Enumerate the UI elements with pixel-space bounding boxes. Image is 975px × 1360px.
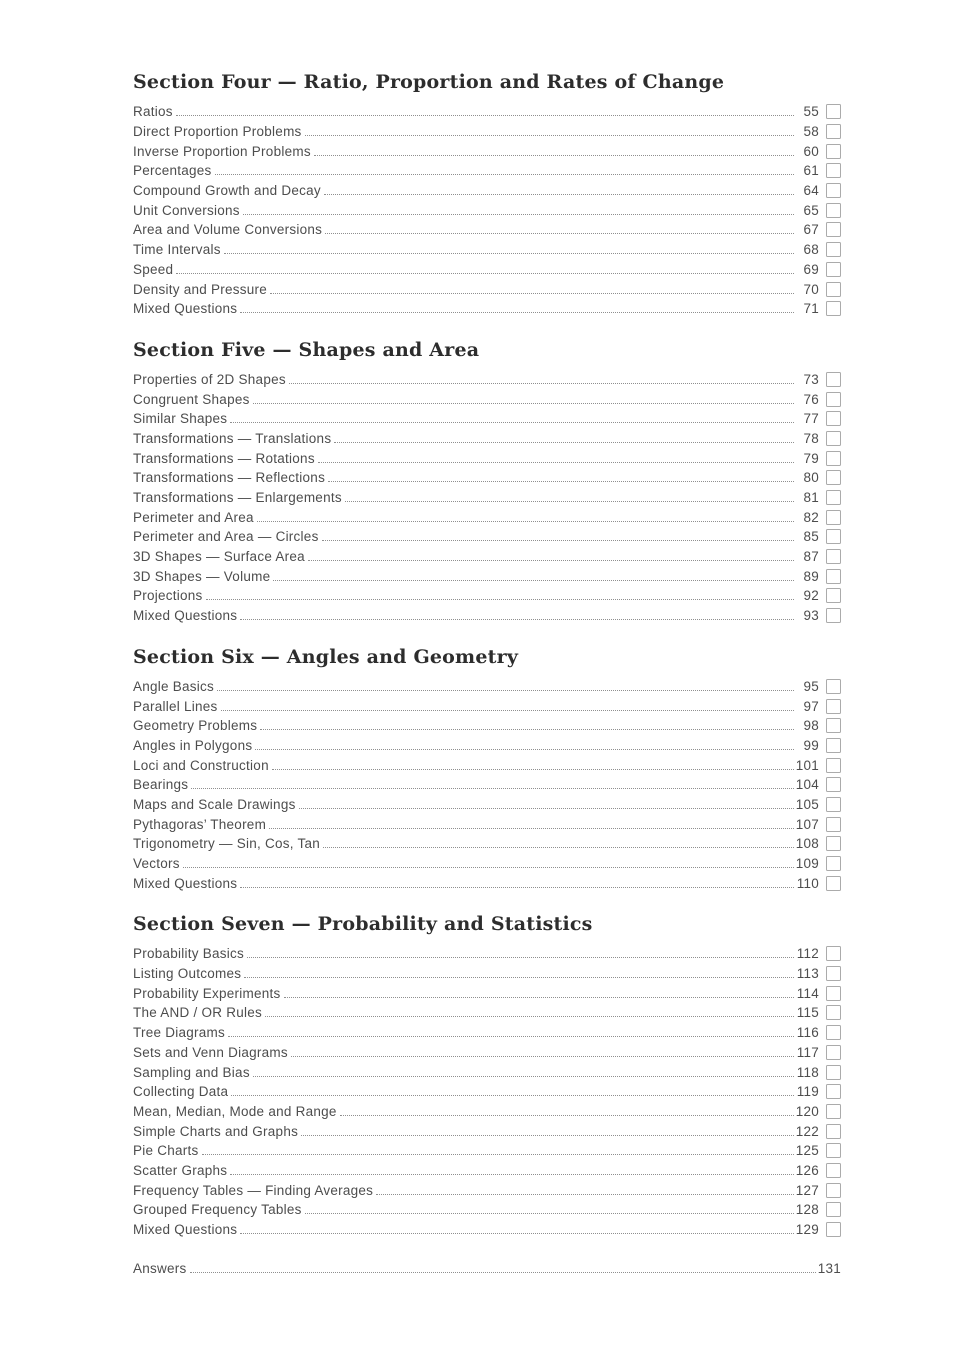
toc-entry-row [133,755,841,775]
answers-label: Answers [133,1260,187,1276]
toc-entry-label: 3D Shapes — Volume [133,568,271,584]
tick-checkbox [826,451,841,466]
toc-entry-label: Sampling and Bias [133,1064,250,1080]
toc-entry-page-number: 73 [803,371,819,387]
toc-entry-row [133,429,841,449]
toc-entry-label: Simple Charts and Graphs [133,1123,299,1139]
toc-entry-page-number: 70 [803,281,819,297]
toc-entry-label: Unit Conversions [133,202,240,218]
toc-entry-label: Transformations — Enlargements [133,490,342,506]
toc-entry-label: Angle Basics [133,678,215,694]
toc-entry-row [133,983,841,1003]
tick-checkbox [826,777,841,792]
dotted-leader [273,580,794,581]
toc-entry-page-number: 101 [795,757,819,773]
toc-entry-row [133,873,841,893]
toc-entry-page-number: 95 [803,678,819,694]
toc-entry-label: Mixed Questions [133,875,238,891]
toc-sections [133,70,841,1239]
dotted-leader [206,599,794,600]
toc-entry-row [133,161,841,181]
toc-entry-page-number: 110 [796,875,819,891]
tick-checkbox [826,104,841,119]
toc-entry-page-number: 126 [795,1162,819,1178]
toc-entry-page-number: 125 [795,1143,819,1159]
toc-entry-page-number: 64 [803,183,819,199]
toc-entry-page-number: 108 [795,836,819,852]
tick-checkbox [826,608,841,623]
toc-entry-row [133,834,841,854]
dotted-leader [323,847,794,848]
toc-entry-row [133,279,841,299]
toc-entry-page-number: 127 [795,1182,819,1198]
tick-checkbox [826,1124,841,1139]
toc-entry-label: Collecting Data [133,1084,229,1100]
dotted-leader [345,501,794,502]
toc-entry-label: Congruent Shapes [133,391,250,407]
toc-entry-page-number: 114 [796,985,819,1001]
dotted-leader [265,1016,794,1017]
dotted-leader [270,293,794,294]
toc-entry-row [133,1043,841,1063]
toc-entry-label: 3D Shapes — Surface Area [133,549,305,565]
dotted-leader [289,383,794,384]
toc-entry-row [133,696,841,716]
toc-entry-page-number: 82 [803,509,819,525]
toc-entry-page-number: 122 [795,1123,819,1139]
toc-entry-row [133,299,841,319]
dotted-leader [324,194,794,195]
toc-entry-label: Probability Experiments [133,985,281,1001]
answers-row [133,1258,841,1278]
toc-entry-label: Listing Outcomes [133,966,242,982]
toc-entry-label: Geometry Problems [133,718,258,734]
tick-checkbox [826,986,841,1001]
tick-checkbox [826,1202,841,1217]
dotted-leader [253,1076,794,1077]
answers-page-number: 131 [817,1260,841,1276]
tick-checkbox [826,1143,841,1158]
toc-entry-page-number: 118 [796,1064,819,1080]
dotted-leader [314,155,794,156]
toc-entry-row [133,566,841,586]
tick-checkbox [826,1222,841,1237]
tick-checkbox [826,163,841,178]
tick-checkbox [826,758,841,773]
tick-checkbox [826,372,841,387]
dotted-leader [191,788,794,789]
toc-entry-page-number: 80 [803,470,819,486]
dotted-leader [322,540,794,541]
toc-entry-row [133,1121,841,1141]
toc-entry-label: Pie Charts [133,1143,199,1159]
tick-checkbox [826,549,841,564]
dotted-leader [253,403,794,404]
dotted-leader [272,769,794,770]
tick-checkbox [826,876,841,891]
toc-entry-page-number: 128 [795,1202,819,1218]
dotted-leader [176,115,794,116]
toc-entry-label: Probability Basics [133,946,245,962]
toc-entry-row [133,795,841,815]
tick-checkbox [826,203,841,218]
toc-entry-row [133,964,841,984]
tick-checkbox [826,392,841,407]
dotted-leader [269,828,794,829]
toc-entry-page-number: 120 [795,1103,819,1119]
toc-entry-label: Perimeter and Area [133,509,254,525]
dotted-leader [231,1095,794,1096]
tick-checkbox [826,718,841,733]
dotted-leader [243,214,794,215]
tick-checkbox [826,856,841,871]
tick-checkbox [826,569,841,584]
toc-entry-page-number: 105 [795,796,819,812]
toc-entry-page-number: 81 [803,490,819,506]
toc-entry-row [133,1062,841,1082]
tick-checkbox [826,529,841,544]
toc-entry-page-number: 109 [795,856,819,872]
dotted-leader [340,1115,794,1116]
tick-checkbox [826,282,841,297]
toc-entry-row [133,389,841,409]
toc-entry-page-number: 76 [803,391,819,407]
tick-checkbox [826,797,841,812]
tick-checkbox [826,411,841,426]
toc-entry-label: Ratios [133,104,173,120]
toc-entry-page-number: 55 [803,104,819,120]
dotted-leader [183,867,794,868]
toc-entry-label: Scatter Graphs [133,1162,228,1178]
tick-checkbox [826,679,841,694]
toc-section [133,645,841,894]
tick-checkbox [826,699,841,714]
dotted-leader [217,690,794,691]
dotted-leader [240,887,794,888]
toc-entry-page-number: 107 [795,816,819,832]
toc-entry-row [133,1023,841,1043]
tick-checkbox [826,262,841,277]
tick-checkbox [826,1084,841,1099]
section-title: Section Four — Ratio, Proportion and Rates of Change [133,71,725,93]
toc-entry-page-number: 104 [795,777,819,793]
tick-checkbox [826,144,841,159]
toc-entry-label: Mixed Questions [133,1222,238,1238]
toc-entry-page-number: 92 [803,588,819,604]
tick-checkbox [826,510,841,525]
tick-checkbox [826,124,841,139]
toc-entry-label: Maps and Scale Drawings [133,796,296,812]
toc-entry-page-number: 61 [803,163,819,179]
dotted-leader [260,729,794,730]
toc-entry-row [133,944,841,964]
toc-entry-label: Projections [133,588,203,604]
dotted-leader [284,997,794,998]
toc-entry-row [133,1141,841,1161]
tick-checkbox [826,242,841,257]
toc-entry-row [133,220,841,240]
toc-entry-label: Compound Growth and Decay [133,183,321,199]
tick-checkbox [826,490,841,505]
toc-entry-label: Pythagoras’ Theorem [133,816,267,832]
tick-checkbox [826,588,841,603]
toc-entry-row [133,1200,841,1220]
dotted-leader [224,253,794,254]
toc-entry-row [133,775,841,795]
tick-checkbox [826,738,841,753]
dotted-leader [325,233,794,234]
tick-checkbox [826,1104,841,1119]
toc-entry-label: Mixed Questions [133,301,238,317]
toc-entry-label: Trigonometry — Sin, Cos, Tan [133,836,321,852]
toc-entry-label: Frequency Tables — Finding Averages [133,1182,374,1198]
toc-entry-row [133,854,841,874]
tick-checkbox [826,817,841,832]
toc-entry-page-number: 113 [796,966,819,982]
tick-checkbox [826,431,841,446]
dotted-leader [334,442,794,443]
toc-entry-page-number: 115 [796,1005,819,1021]
toc-entry-label: Mixed Questions [133,608,238,624]
toc-entry-page-number: 119 [796,1084,819,1100]
toc-entry-row [133,1003,841,1023]
dotted-leader [328,481,794,482]
tick-checkbox [826,183,841,198]
toc-entry-row [133,586,841,606]
toc-entry-label: Direct Proportion Problems [133,124,302,140]
tick-checkbox [826,301,841,316]
toc-entry-label: Perimeter and Area — Circles [133,529,319,545]
toc-entry-label: Speed [133,261,174,277]
toc-entry-row [133,102,841,122]
toc-entry-label: Loci and Construction [133,757,269,773]
toc-entry-label: Mean, Median, Mode and Range [133,1103,337,1119]
dotted-leader [221,710,794,711]
toc-entry-label: Transformations — Rotations [133,450,315,466]
section-title: Section Seven — Probability and Statistics [133,913,593,936]
dotted-leader [376,1194,794,1195]
toc-entry-label: Time Intervals [133,242,221,258]
dotted-leader [228,1036,794,1037]
dotted-leader [291,1056,794,1057]
dotted-leader [305,135,794,136]
toc-entry-row [133,547,841,567]
toc-entry-page-number: 85 [803,529,819,545]
toc-entry-page-number: 116 [796,1025,819,1041]
tick-checkbox [826,222,841,237]
toc-entry-row [133,122,841,142]
toc-entry-page-number: 79 [803,450,819,466]
dotted-leader [299,808,794,809]
toc-entry-page-number: 71 [803,301,819,317]
tick-checkbox [826,1163,841,1178]
toc-entry-label: Area and Volume Conversions [133,222,323,238]
dotted-leader [240,312,794,313]
toc-entry-page-number: 58 [803,124,819,140]
dotted-leader [305,1213,794,1214]
tick-checkbox [826,1025,841,1040]
toc-entry-label: Parallel Lines [133,698,218,714]
tick-checkbox [826,1005,841,1020]
toc-entry-row [133,240,841,260]
tick-checkbox [826,836,841,851]
tick-checkbox [826,966,841,981]
toc-entry-page-number: 77 [803,411,819,427]
dotted-leader [318,462,794,463]
toc-entry-page-number: 129 [795,1222,819,1238]
toc-entry-label: Properties of 2D Shapes [133,371,286,387]
toc-entry-row [133,1102,841,1122]
toc-entry-page-number: 117 [796,1044,819,1060]
dotted-leader [308,560,794,561]
toc-entry-label: Sets and Venn Diagrams [133,1044,288,1060]
dotted-leader [240,619,794,620]
toc-entry-row [133,488,841,508]
toc-entry-page-number: 78 [803,430,819,446]
toc-entry-row [133,1180,841,1200]
toc-entry-label: Bearings [133,777,189,793]
toc-entry-row [133,181,841,201]
dotted-leader [230,1174,794,1175]
toc-entry-row [133,409,841,429]
toc-entry-row [133,1082,841,1102]
toc-entry-row [133,200,841,220]
toc-entry-row [133,814,841,834]
toc-entry-page-number: 69 [803,261,819,277]
toc-entry-row [133,527,841,547]
tick-checkbox [826,1045,841,1060]
toc-entry-row [133,448,841,468]
toc-entry-page-number: 87 [803,549,819,565]
toc-entry-row [133,141,841,161]
toc-entry-row [133,468,841,488]
dotted-leader [257,521,794,522]
dotted-leader [255,749,794,750]
toc-section [133,338,841,626]
dotted-leader [215,174,794,175]
toc-entry-page-number: 67 [803,222,819,238]
toc-entry-page-number: 68 [803,242,819,258]
dotted-leader [190,1272,816,1273]
toc-entry-row [133,736,841,756]
toc-entry-row [133,606,841,626]
dotted-leader [202,1154,794,1155]
tick-checkbox [826,470,841,485]
toc-entry-row [133,507,841,527]
toc-entry-label: Transformations — Reflections [133,470,326,486]
toc-entry-page-number: 93 [803,608,819,624]
toc-entry-label: Density and Pressure [133,281,268,297]
toc-entry-label: Percentages [133,163,212,179]
section-title: Section Six — Angles and Geometry [133,645,519,668]
toc-entry-label: Tree Diagrams [133,1025,226,1041]
toc-section [133,70,841,319]
toc-entry-page-number: 99 [803,737,819,753]
dotted-leader [230,422,794,423]
toc-section [133,912,841,1239]
toc-entry-row [133,1220,841,1240]
dotted-leader [244,977,794,978]
toc-entry-label: Transformations — Translations [133,430,332,446]
dotted-leader [176,273,794,274]
toc-entry-row [133,370,841,390]
toc-entry-row [133,716,841,736]
toc-entry-page-number: 89 [803,568,819,584]
toc-entry-label: Angles in Polygons [133,737,253,753]
toc-entry-page-number: 97 [803,698,819,714]
tick-checkbox [826,1065,841,1080]
toc-entry-row [133,260,841,280]
toc-entry-page-number: 112 [796,946,819,962]
section-title: Section Five — Shapes and Area [133,338,480,361]
toc-entry-row [133,1161,841,1181]
toc-entry-label: Similar Shapes [133,411,228,427]
toc-entry-page-number: 60 [803,143,819,159]
toc-entry-row [133,677,841,697]
dotted-leader [247,957,794,958]
toc-entry-label: Vectors [133,856,180,872]
toc-entry-page-number: 98 [803,718,819,734]
tick-checkbox [826,946,841,961]
dotted-leader [301,1135,794,1136]
toc-entry-label: The AND / OR Rules [133,1005,263,1021]
toc-entry-label: Inverse Proportion Problems [133,143,311,159]
tick-checkbox [826,1183,841,1198]
toc-entry-label: Grouped Frequency Tables [133,1202,302,1218]
toc-entry-page-number: 65 [803,202,819,218]
dotted-leader [240,1233,794,1234]
